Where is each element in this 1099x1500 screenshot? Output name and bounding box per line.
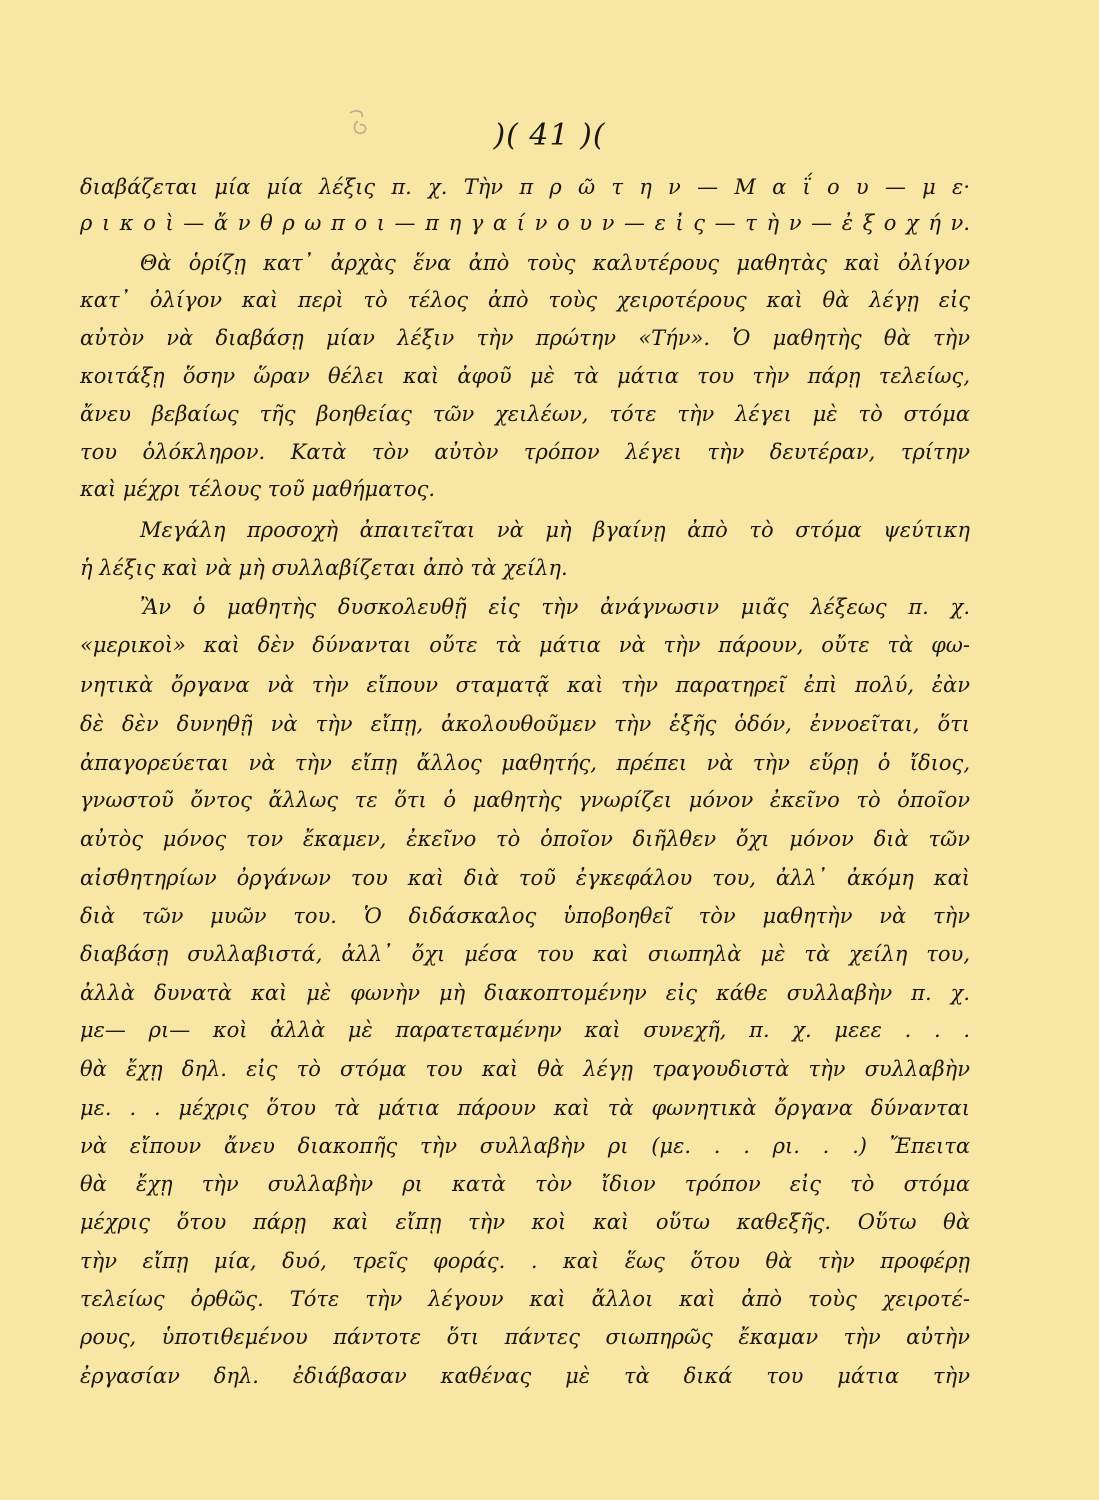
text-line: με— ρι— κοὶ ἀλλὰ μὲ παρατεταμένην καὶ συνεχῆ, π. χ. μεεε . . .: [80, 1018, 970, 1042]
text-line: αὐτὸν νὰ διαβάσῃ μίαν λέξιν τὴν πρώτην «Τήν». Ὁ μαθητὴς θὰ τὴν: [80, 326, 970, 350]
text-line: διὰ τῶν μυῶν του. Ὁ διδάσκαλος ὑποβοηθεῖ τὸν μαθητὴν νὰ τὴν: [80, 904, 970, 928]
text-line: διαβάζεται μία μία λέξις π. χ. Τὴν π ρ ῶ τ η ν — Μ α ΐ ο υ — μ ε·: [80, 175, 970, 199]
text-line: θὰ ἔχῃ δηλ. εἰς τὸ στόμα του καὶ θὰ λέγῃ τραγουδιστὰ τὴν συλλαβὴν: [80, 1057, 970, 1081]
text-line: κατ᾿ ὀλίγον καὶ περὶ τὸ τέλος ἀπὸ τοὺς χειροτέρους καὶ θὰ λέγῃ εἰς: [80, 288, 970, 312]
text-line: μέχρις ὅτου πάρῃ καὶ εἴπῃ τὴν κοὶ καὶ οὕτω καθεξῆς. Οὕτω θὰ: [80, 1210, 970, 1234]
text-line: αἰσθητηρίων ὀργάνων του καὶ διὰ τοῦ ἐγκεφάλου του, ἀλλ᾿ ἀκόμη καὶ: [80, 866, 970, 890]
text-line: δὲ δὲν δυνηθῇ νὰ τὴν εἴπῃ, ἀκολουθοῦμεν τὴν ἑξῆς ὁδόν, ἐννοεῖται, ὅτι: [80, 712, 970, 736]
page-number: )( 41 )(: [493, 118, 606, 153]
text-line: ρ ι κ ο ὶ — ἄ ν θ ρ ω π ο ι — π η γ α ί ν ο υ ν — ε ἰ ς — τ ὴ ν — ἐ ξ ο χ ή ν.: [80, 211, 970, 235]
text-line: ἀλλὰ δυνατὰ καὶ μὲ φωνὴν μὴ διακοπτομένην εἰς κάθε συλλαβὴν π. χ.: [80, 981, 970, 1005]
text-line: νὰ εἴπουν ἄνευ διακοπῆς τὴν συλλαβὴν ρι (με. . . ρι. . .) Ἔπειτα: [80, 1134, 970, 1158]
text-line: Ἂν ὁ μαθητὴς δυσκολευθῇ εἰς τὴν ἀνάγνωσιν μιᾶς λέξεως π. χ.: [140, 595, 970, 619]
text-line: καὶ μέχρι τέλους τοῦ μαθήματος.: [80, 477, 436, 501]
text-line: με. . . μέχρις ὅτου τὰ μάτια πάρουν καὶ τὰ φωνητικὰ ὄργανα δύνανται: [80, 1096, 970, 1120]
text-line: ρους, ὑποτιθεμένου πάντοτε ὅτι πάντες σιωπηρῶς ἔκαμαν τὴν αὐτὴν: [80, 1325, 970, 1349]
text-line: γνωστοῦ ὄντος ἄλλως τε ὅτι ὁ μαθητὴς γνωρίζει μόνον ἐκεῖνο τὸ ὁποῖον: [80, 788, 970, 812]
text-line: διαβάσῃ συλλαβιστά, ἀλλ᾿ ὄχι μέσα του καὶ σιωπηλὰ μὲ τὰ χείλη του,: [80, 942, 970, 966]
text-line: κοιτάξῃ ὅσην ὥραν θέλει καὶ ἀφοῦ μὲ τὰ μάτια του τὴν πάρῃ τελείως,: [80, 364, 970, 388]
text-line: αὐτὸς μόνος τον ἔκαμεν, ἐκεῖνο τὸ ὁποῖον διῆλθεν ὄχι μόνον διὰ τῶν: [80, 827, 970, 851]
text-line: ἀπαγορεύεται νὰ τὴν εἴπῃ ἄλλος μαθητής, πρέπει νὰ τὴν εὕρῃ ὁ ἴδιος,: [80, 751, 970, 775]
text-line: Μεγάλη προσοχὴ ἀπαιτεῖται νὰ μὴ βγαίνῃ ἀπὸ τὸ στόμα ψεύτικη: [140, 518, 970, 542]
text-line: θὰ ἔχῃ τὴν συλλαβὴν ρι κατὰ τὸν ἴδιον τρόπον εἰς τὸ στόμα: [80, 1172, 970, 1196]
text-line: του ὁλόκληρον. Κατὰ τὸν αὐτὸν τρόπον λέγει τὴν δευτέραν, τρίτην: [80, 440, 970, 464]
text-line: Θὰ ὁρίζῃ κατ᾿ ἀρχὰς ἕνα ἀπὸ τοὺς καλυτέρους μαθητὰς καὶ ὀλίγον: [140, 251, 970, 275]
text-line: ἐργασίαν δηλ. ἐδιάβασαν καθένας μὲ τὰ δικά του μάτια τὴν: [80, 1364, 970, 1388]
text-line: τὴν εἴπῃ μία, δυό, τρεῖς φοράς. . καὶ ἕως ὅτου θὰ τὴν προφέρῃ: [80, 1249, 970, 1273]
text-line: ἡ λέξις καὶ νὰ μὴ συλλαβίζεται ἀπὸ τὰ χείλη.: [80, 556, 568, 580]
text-line: «μερικοὶ» καὶ δὲν δύνανται οὔτε τὰ μάτια νὰ τὴν πάρουν, οὔτε τὰ φω-: [80, 633, 970, 657]
text-line: τελείως ὀρθῶς. Τότε τὴν λέγουν καὶ ἄλλοι καὶ ἀπὸ τοὺς χειροτέ-: [80, 1287, 970, 1311]
text-line: ἄνευ βεβαίως τῆς βοηθείας τῶν χειλέων, τότε τὴν λέγει μὲ τὸ στόμα: [80, 402, 970, 426]
text-line: νητικὰ ὄργανα νὰ τὴν εἴπουν σταματᾷ καὶ τὴν παρατηρεῖ ἐπὶ πολύ, ἐὰν: [80, 673, 970, 697]
